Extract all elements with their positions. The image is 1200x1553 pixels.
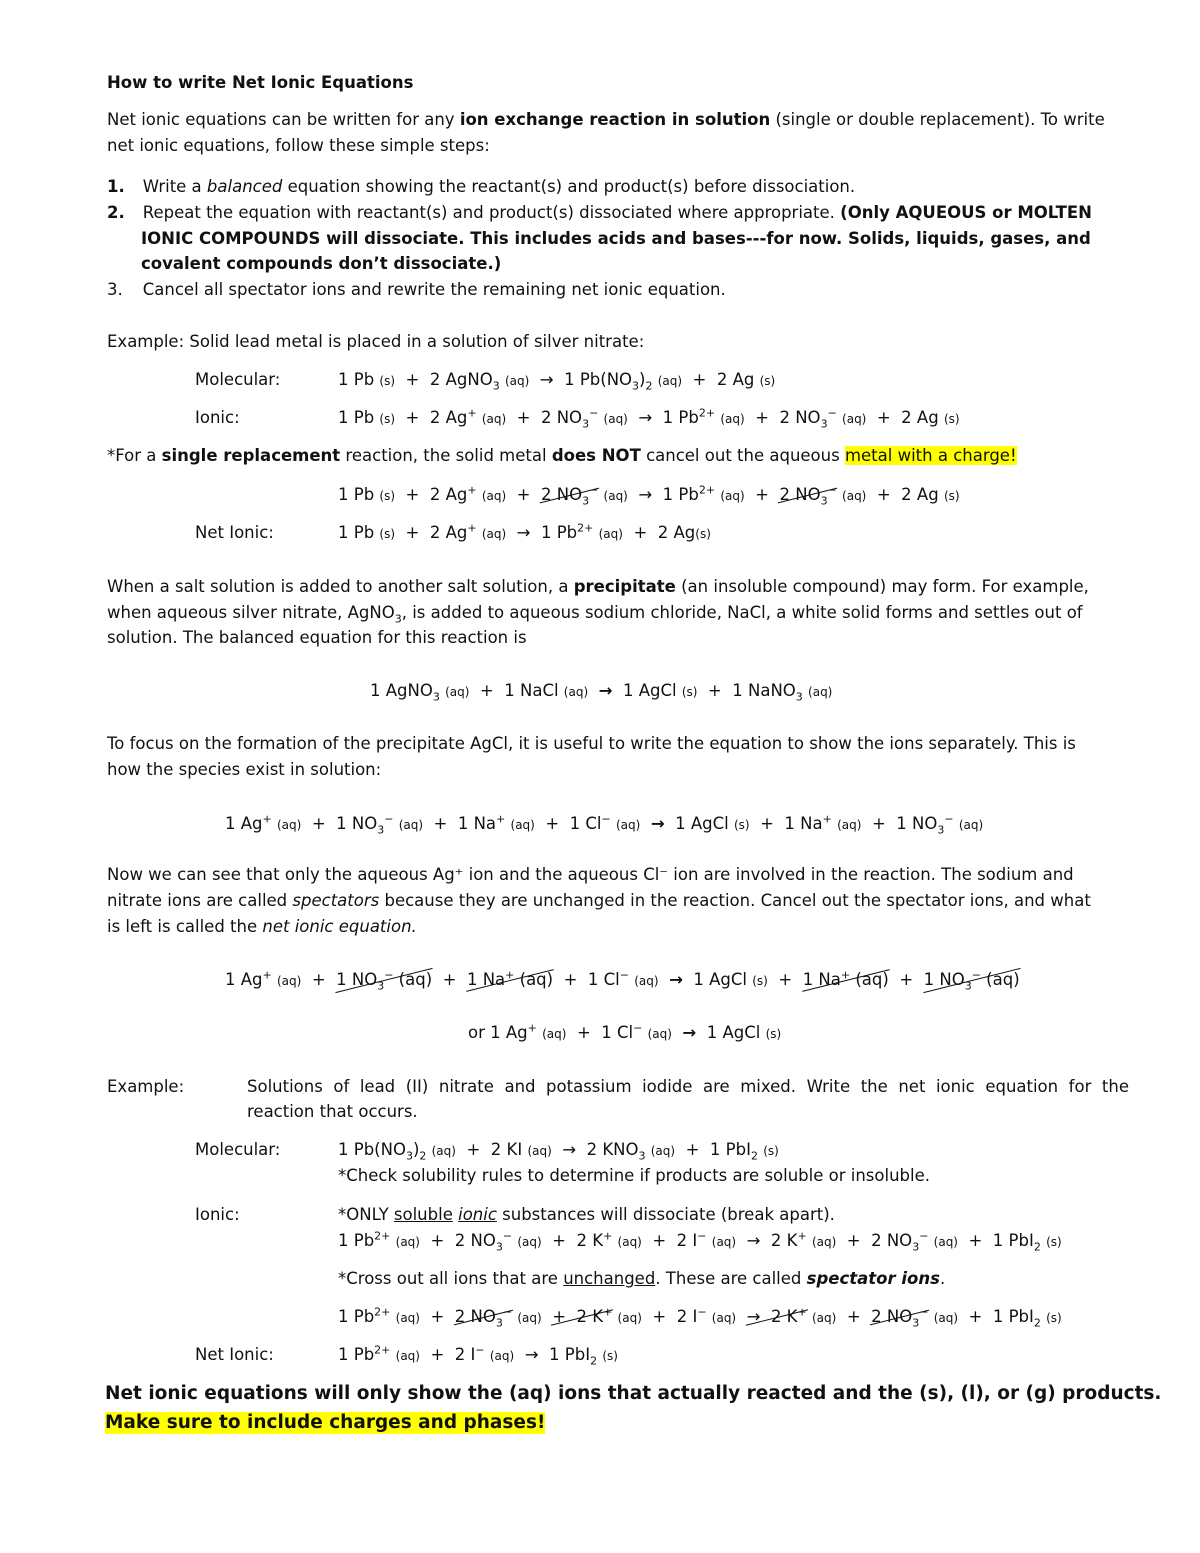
ionic-label: Ionic:: [195, 408, 240, 427]
example-2-molecular-label: Molecular:: [195, 1140, 281, 1159]
footer-summary: Net ionic equations will only show the (aq) ions that actually reacted and the (s), (l), or (g) products.: [105, 1383, 1162, 1404]
step-3: 3. Cancel all spectator ions and rewrite the remaining net ionic equation.: [107, 280, 726, 299]
step-1: 1. Write a balanced equation showing the reactant(s) and product(s) before dissociation.: [107, 177, 856, 196]
precip-line-1: When a salt solution is added to another salt solution, a precipitate (an insoluble compound) may form. For example,: [107, 577, 1089, 596]
example-2-ionic-label: Ionic:: [195, 1205, 240, 1224]
footer-highlight: Make sure to include charges and phases!: [105, 1412, 546, 1433]
precip-balanced-equation: 1 AgNO$_3$ (aq) + 1 NaCl (aq) → 1 AgCl (s) + 1 NaNO$_3$ (aq): [370, 681, 833, 704]
molecular-label: Molecular:: [195, 370, 281, 389]
example-1-cancel-equation: 1 Pb (s) + 2 Ag+ (aq) + 2 $NO_3^-$ (aq) → 1 $Pb^{2+}$ (aq) + 2 $NO_3^-$ (aq) + 2 Ag (s): [338, 483, 960, 508]
focus-line-2: how the species exist in solution:: [107, 760, 382, 779]
example-2-label: Example:: [107, 1077, 185, 1096]
precip-ionic-equation: 1 Ag+ (aq) + 1 $NO_3^-$ (aq) + 1 Na+ (aq) + 1 Cl− (aq) → 1 AgCl (s) + 1 Na+ (aq) + 1 $NO_3^-$ (aq): [225, 812, 984, 837]
example-1-molecular-equation: 1 Pb (s) + 2 AgNO$_3$ (aq) → 1 $Pb(NO_3)_2$ (aq) + 2 Ag (s): [338, 370, 776, 393]
now-line-1: Now we can see that only the aqueous Ag⁺ ion and the aqueous Cl⁻ ion are involved in the reaction. The sodium and: [107, 865, 1074, 884]
example-2-net-label: Net Ionic:: [195, 1345, 274, 1364]
now-line-2: nitrate ions are called spectators because they are unchanged in the reaction. Cancel out the spectator ions, and what: [107, 891, 1091, 910]
now-line-3: is left is called the net ionic equation.: [107, 917, 417, 936]
intro-line-2: net ionic equations, follow these simple steps:: [107, 136, 490, 155]
solubility-note: *Check solubility rules to determine if products are soluble or insoluble.: [338, 1166, 930, 1185]
net-ionic-label: Net Ionic:: [195, 523, 274, 542]
precip-cancel-equation: 1 Ag+ (aq) + 1 $NO_3^-$ (aq) + 1 Na+ (aq) + 1 Cl− (aq) → 1 AgCl (s) + 1 Na+ (aq) + 1 $NO_3^-$ (aq): [225, 968, 1020, 993]
precip-line-2: when aqueous silver nitrate, AgNO$_3$, is added to aqueous sodium chloride, NaCl, a white solid forms and settles out of: [107, 603, 1083, 626]
example-2-line-1: Solutions of lead (II) nitrate and potassium iodide are mixed. Write the net ionic equation for the: [247, 1077, 1129, 1096]
example-2-net-equation: 1 $Pb^{2+}$ (aq) + 2 I− (aq) → 1 PbI$_2$ (s): [338, 1343, 618, 1368]
example-2-molecular-equation: 1 $Pb(NO_3)_2$ (aq) + 2 KI (aq) → 2 $KNO_3$ (aq) + 1 PbI$_2$ (s): [338, 1140, 779, 1163]
precip-line-3: solution. The balanced equation for this reaction is: [107, 628, 527, 647]
step-2-line-2: IONIC COMPOUNDS will dissociate. This includes acids and bases---for now. Solids, liquids, gases, and: [141, 229, 1091, 248]
focus-line-1: To focus on the formation of the precipitate AgCl, it is useful to write the equation to show the ions separately. This is: [107, 734, 1076, 753]
precip-net-equation: or 1 Ag+ (aq) + 1 Cl− (aq) → 1 AgCl (s): [468, 1021, 782, 1042]
page-title: How to write Net Ionic Equations: [107, 73, 414, 92]
example-2-cancel-equation: 1 $Pb^{2+}$ (aq) + 2 $NO_3^-$ (aq) + 2 K+ (aq) + 2 I− (aq) → 2 K+ (aq) + 2 $NO_3^-$ (aq) + 1 PbI$_2$ (s): [338, 1305, 1062, 1330]
single-replacement-note: *For a single replacement reaction, the solid metal does NOT cancel out the aqueous metal with a charge!: [107, 446, 1017, 465]
step-2: 2. Repeat the equation with reactant(s) and product(s) dissociated where appropriate. (Only AQUEOUS or MOLTEN: [107, 203, 1092, 222]
step-2-line-3: covalent compounds don’t dissociate.): [141, 254, 502, 273]
example-2-ionic-equation: 1 $Pb^{2+}$ (aq) + 2 $NO_3^-$ (aq) + 2 K+ (aq) + 2 I− (aq) → 2 K+ (aq) + 2 $NO_3^-$ (aq) + 1 PbI$_2$ (s): [338, 1229, 1062, 1254]
example-1-ionic-equation: 1 Pb (s) + 2 Ag+ (aq) + 2 $NO_3^-$ (aq) → 1 $Pb^{2+}$ (aq) + 2 $NO_3^-$ (aq) + 2 Ag (s): [338, 406, 960, 431]
cross-out-note: *Cross out all ions that are unchanged. These are called spectator ions.: [338, 1269, 946, 1288]
dissociate-note: *ONLY soluble ionic substances will dissociate (break apart).: [338, 1205, 835, 1224]
intro-line-1: Net ionic equations can be written for any ion exchange reaction in solution (single or double replacement). To write: [107, 110, 1105, 129]
example-2-line-2: reaction that occurs.: [247, 1102, 418, 1121]
example-1-net-equation: 1 Pb (s) + 2 Ag+ (aq) → 1 $Pb^{2+}$ (aq) + 2 Ag(s): [338, 521, 711, 542]
example-1-intro: Example: Solid lead metal is placed in a solution of silver nitrate:: [107, 332, 645, 351]
